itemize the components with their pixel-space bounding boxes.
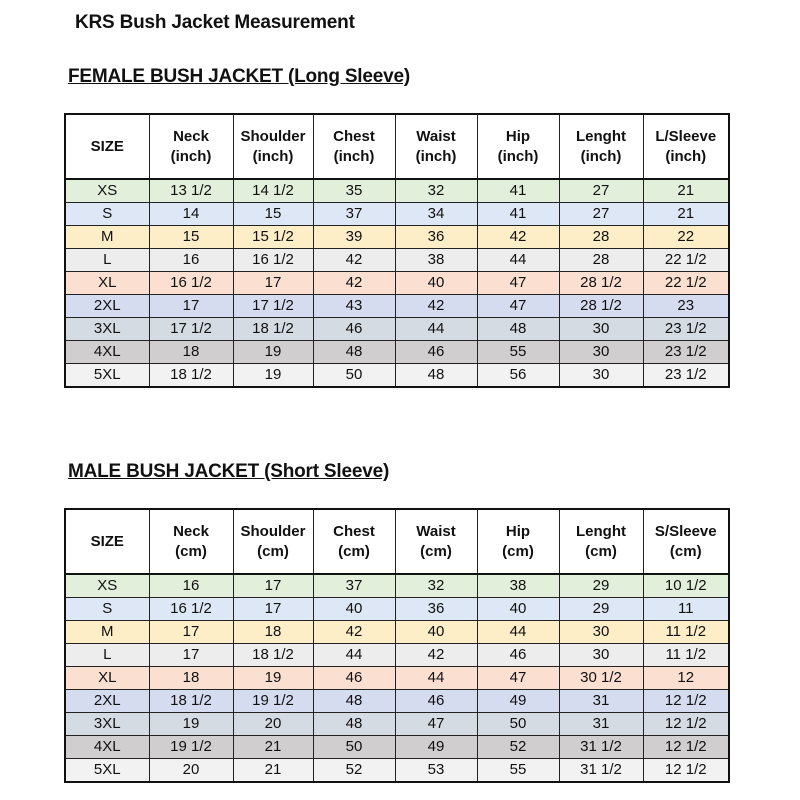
column-header: [313, 509, 395, 574]
measurement-cell: 48: [313, 713, 395, 736]
measurement-cell: 20: [233, 713, 313, 736]
measurement-cell: 42: [313, 272, 395, 295]
table-row: [65, 759, 729, 783]
column-header-unit: (inch): [665, 147, 707, 165]
measurement-cell: 44: [395, 667, 477, 690]
table-row: [65, 713, 729, 736]
measurement-cell: 42: [477, 226, 559, 249]
size-cell: 4XL: [65, 736, 149, 759]
table-row: [65, 318, 729, 341]
column-header-unit: (cm): [669, 542, 702, 560]
measurement-cell: 18 1/2: [149, 690, 233, 713]
column-header-unit: (cm): [585, 542, 617, 560]
measurement-cell: 10 1/2: [643, 574, 729, 598]
measurement-cell: 40: [395, 621, 477, 644]
measurement-cell: 32: [395, 179, 477, 203]
column-header: [233, 114, 313, 179]
column-header-unit: (inch): [580, 147, 622, 165]
size-cell: 2XL: [65, 295, 149, 318]
measurement-cell: 18 1/2: [233, 644, 313, 667]
size-cell: 3XL: [65, 318, 149, 341]
column-header-unit: (cm): [502, 542, 534, 560]
column-header: [313, 114, 395, 179]
column-header-label: Hip: [505, 127, 531, 145]
column-header: [65, 509, 149, 574]
measurement-cell: 19: [233, 667, 313, 690]
measurement-cell: 49: [477, 690, 559, 713]
column-header: [65, 114, 149, 179]
size-cell: M: [65, 226, 149, 249]
measurement-cell: 42: [313, 249, 395, 272]
column-header: [559, 114, 643, 179]
measurement-cell: 16 1/2: [233, 249, 313, 272]
size-cell: 5XL: [65, 759, 149, 783]
column-header-label: Hip: [505, 522, 531, 540]
column-header: [149, 114, 233, 179]
size-cell: L: [65, 249, 149, 272]
measurement-cell: 12 1/2: [643, 736, 729, 759]
table-row: [65, 364, 729, 388]
table-row: [65, 203, 729, 226]
female-size-table: [64, 113, 730, 388]
measurement-cell: 12 1/2: [643, 759, 729, 783]
table-row: [65, 574, 729, 598]
column-header-unit: (cm): [175, 542, 207, 560]
column-header-label: Waist: [416, 522, 456, 540]
measurement-cell: 37: [313, 203, 395, 226]
measurement-cell: 19: [233, 341, 313, 364]
size-cell: XS: [65, 574, 149, 598]
table-row: [65, 226, 729, 249]
male-size-table: [64, 508, 730, 783]
size-cell: XL: [65, 667, 149, 690]
measurement-cell: 22 1/2: [643, 249, 729, 272]
table-row: [65, 179, 729, 203]
measurement-cell: 21: [233, 759, 313, 783]
column-header: [233, 509, 313, 574]
measurement-cell: 17: [149, 295, 233, 318]
measurement-cell: 53: [395, 759, 477, 783]
measurement-cell: 32: [395, 574, 477, 598]
measurement-cell: 19 1/2: [149, 736, 233, 759]
measurement-cell: 30 1/2: [559, 667, 643, 690]
column-header-label: SIZE: [90, 137, 124, 155]
column-header-label: SIZE: [90, 532, 124, 550]
column-header: [395, 114, 477, 179]
measurement-cell: 18 1/2: [149, 364, 233, 388]
measurement-cell: 17: [233, 574, 313, 598]
measurement-cell: 11 1/2: [643, 644, 729, 667]
measurement-cell: 14: [149, 203, 233, 226]
measurement-cell: 13 1/2: [149, 179, 233, 203]
column-header-unit: (cm): [338, 542, 370, 560]
column-header-label: S/Sleeve: [654, 522, 717, 540]
measurement-cell: 48: [313, 690, 395, 713]
column-header-unit: (inch): [415, 147, 457, 165]
table-row: [65, 272, 729, 295]
column-header-label: Shoulder: [240, 127, 306, 145]
measurement-cell: 19: [233, 364, 313, 388]
column-header-unit: (inch): [252, 147, 294, 165]
column-header-label: Chest: [333, 127, 375, 145]
measurement-cell: 22: [643, 226, 729, 249]
measurement-cell: 30: [559, 644, 643, 667]
measurement-cell: 44: [395, 318, 477, 341]
size-cell: 3XL: [65, 713, 149, 736]
table-row: [65, 736, 729, 759]
size-cell: S: [65, 203, 149, 226]
column-header: [643, 114, 729, 179]
measurement-cell: 28: [559, 249, 643, 272]
measurement-cell: 18: [149, 341, 233, 364]
measurement-cell: 16 1/2: [149, 598, 233, 621]
size-cell: S: [65, 598, 149, 621]
size-cell: M: [65, 621, 149, 644]
measurement-cell: 16: [149, 574, 233, 598]
column-header: [477, 114, 559, 179]
measurement-cell: 30: [559, 341, 643, 364]
measurement-cell: 55: [477, 759, 559, 783]
measurement-cell: 17 1/2: [233, 295, 313, 318]
measurement-cell: 28 1/2: [559, 272, 643, 295]
column-header-label: Neck: [173, 127, 209, 145]
measurement-cell: 42: [395, 644, 477, 667]
measurement-cell: 23 1/2: [643, 318, 729, 341]
measurement-cell: 47: [477, 667, 559, 690]
table-row: [65, 690, 729, 713]
column-header-unit: (cm): [257, 542, 289, 560]
measurement-cell: 17: [233, 598, 313, 621]
measurement-cell: 18 1/2: [233, 318, 313, 341]
measurement-cell: 49: [395, 736, 477, 759]
measurement-cell: 55: [477, 341, 559, 364]
measurement-cell: 50: [313, 736, 395, 759]
measurement-cell: 44: [477, 249, 559, 272]
column-header-label: Neck: [173, 522, 209, 540]
measurement-cell: 23 1/2: [643, 364, 729, 388]
measurement-cell: 27: [559, 179, 643, 203]
measurement-cell: 31: [559, 713, 643, 736]
measurement-cell: 22 1/2: [643, 272, 729, 295]
measurement-cell: 12: [643, 667, 729, 690]
column-header: [559, 509, 643, 574]
measurement-cell: 16 1/2: [149, 272, 233, 295]
column-header-unit: (inch): [170, 147, 212, 165]
table-row: [65, 644, 729, 667]
measurement-cell: 30: [559, 364, 643, 388]
measurement-cell: 41: [477, 203, 559, 226]
measurement-cell: 29: [559, 574, 643, 598]
table-header-row: [65, 509, 729, 574]
table-row: [65, 249, 729, 272]
measurement-cell: 38: [395, 249, 477, 272]
measurement-cell: 30: [559, 318, 643, 341]
measurement-cell: 27: [559, 203, 643, 226]
measurement-cell: 15 1/2: [233, 226, 313, 249]
measurement-cell: 48: [395, 364, 477, 388]
measurement-cell: 23: [643, 295, 729, 318]
measurement-cell: 42: [313, 621, 395, 644]
measurement-cell: 12 1/2: [643, 690, 729, 713]
column-header: [395, 509, 477, 574]
measurement-cell: 34: [395, 203, 477, 226]
measurement-cell: 39: [313, 226, 395, 249]
measurement-cell: 28 1/2: [559, 295, 643, 318]
measurement-cell: 56: [477, 364, 559, 388]
column-header-label: L/Sleeve: [655, 127, 717, 145]
measurement-cell: 16: [149, 249, 233, 272]
table-row: [65, 598, 729, 621]
measurement-cell: 11: [643, 598, 729, 621]
column-header-unit: (cm): [420, 542, 452, 560]
measurement-cell: 37: [313, 574, 395, 598]
table-row: [65, 667, 729, 690]
measurement-cell: 31: [559, 690, 643, 713]
column-header-label: Lenght: [576, 127, 626, 145]
measurement-cell: 11 1/2: [643, 621, 729, 644]
measurement-cell: 30: [559, 621, 643, 644]
measurement-cell: 31 1/2: [559, 759, 643, 783]
size-cell: 5XL: [65, 364, 149, 388]
size-cell: 4XL: [65, 341, 149, 364]
male-section-title: MALE BUSH JACKET (Short Sleeve): [68, 461, 390, 482]
column-header-label: Waist: [416, 127, 456, 145]
table-header-row: [65, 114, 729, 179]
column-header-unit: (inch): [333, 147, 375, 165]
measurement-cell: 50: [313, 364, 395, 388]
measurement-cell: 40: [395, 272, 477, 295]
measurement-cell: 17: [233, 272, 313, 295]
measurement-cell: 52: [477, 736, 559, 759]
size-cell: XS: [65, 179, 149, 203]
measurement-cell: 36: [395, 226, 477, 249]
measurement-cell: 18: [149, 667, 233, 690]
measurement-cell: 29: [559, 598, 643, 621]
measurement-cell: 23 1/2: [643, 341, 729, 364]
measurement-cell: 17: [149, 621, 233, 644]
measurement-cell: 52: [313, 759, 395, 783]
measurement-cell: 41: [477, 179, 559, 203]
measurement-cell: 36: [395, 598, 477, 621]
measurement-cell: 40: [313, 598, 395, 621]
measurement-cell: 15: [149, 226, 233, 249]
measurement-cell: 46: [477, 644, 559, 667]
measurement-cell: 48: [477, 318, 559, 341]
table-row: [65, 621, 729, 644]
size-cell: 2XL: [65, 690, 149, 713]
measurement-cell: 40: [477, 598, 559, 621]
measurement-cell: 28: [559, 226, 643, 249]
measurement-cell: 18: [233, 621, 313, 644]
column-header: [149, 509, 233, 574]
measurement-cell: 47: [395, 713, 477, 736]
measurement-cell: 48: [313, 341, 395, 364]
measurement-cell: 31 1/2: [559, 736, 643, 759]
measurement-cell: 46: [395, 341, 477, 364]
measurement-cell: 47: [477, 272, 559, 295]
measurement-cell: 50: [477, 713, 559, 736]
size-cell: XL: [65, 272, 149, 295]
measurement-cell: 44: [477, 621, 559, 644]
measurement-cell: 17: [149, 644, 233, 667]
column-header: [477, 509, 559, 574]
measurement-cell: 19 1/2: [233, 690, 313, 713]
measurement-cell: 21: [643, 179, 729, 203]
table-row: [65, 295, 729, 318]
table-row: [65, 341, 729, 364]
column-header: [643, 509, 729, 574]
measurement-cell: 47: [477, 295, 559, 318]
measurement-cell: 21: [643, 203, 729, 226]
column-header-unit: (inch): [497, 147, 539, 165]
measurement-cell: 21: [233, 736, 313, 759]
measurement-cell: 19: [149, 713, 233, 736]
female-section-title: FEMALE BUSH JACKET (Long Sleeve): [68, 66, 410, 87]
column-header-label: Chest: [333, 522, 375, 540]
measurement-cell: 46: [395, 690, 477, 713]
column-header-label: Shoulder: [240, 522, 306, 540]
measurement-cell: 20: [149, 759, 233, 783]
measurement-cell: 15: [233, 203, 313, 226]
column-header-label: Lenght: [576, 522, 626, 540]
measurement-cell: 17 1/2: [149, 318, 233, 341]
document-title: KRS Bush Jacket Measurement: [75, 12, 355, 33]
size-cell: L: [65, 644, 149, 667]
measurement-cell: 46: [313, 318, 395, 341]
measurement-cell: 38: [477, 574, 559, 598]
measurement-cell: 12 1/2: [643, 713, 729, 736]
measurement-cell: 44: [313, 644, 395, 667]
measurement-cell: 42: [395, 295, 477, 318]
measurement-cell: 14 1/2: [233, 179, 313, 203]
measurement-cell: 35: [313, 179, 395, 203]
measurement-cell: 46: [313, 667, 395, 690]
measurement-cell: 43: [313, 295, 395, 318]
